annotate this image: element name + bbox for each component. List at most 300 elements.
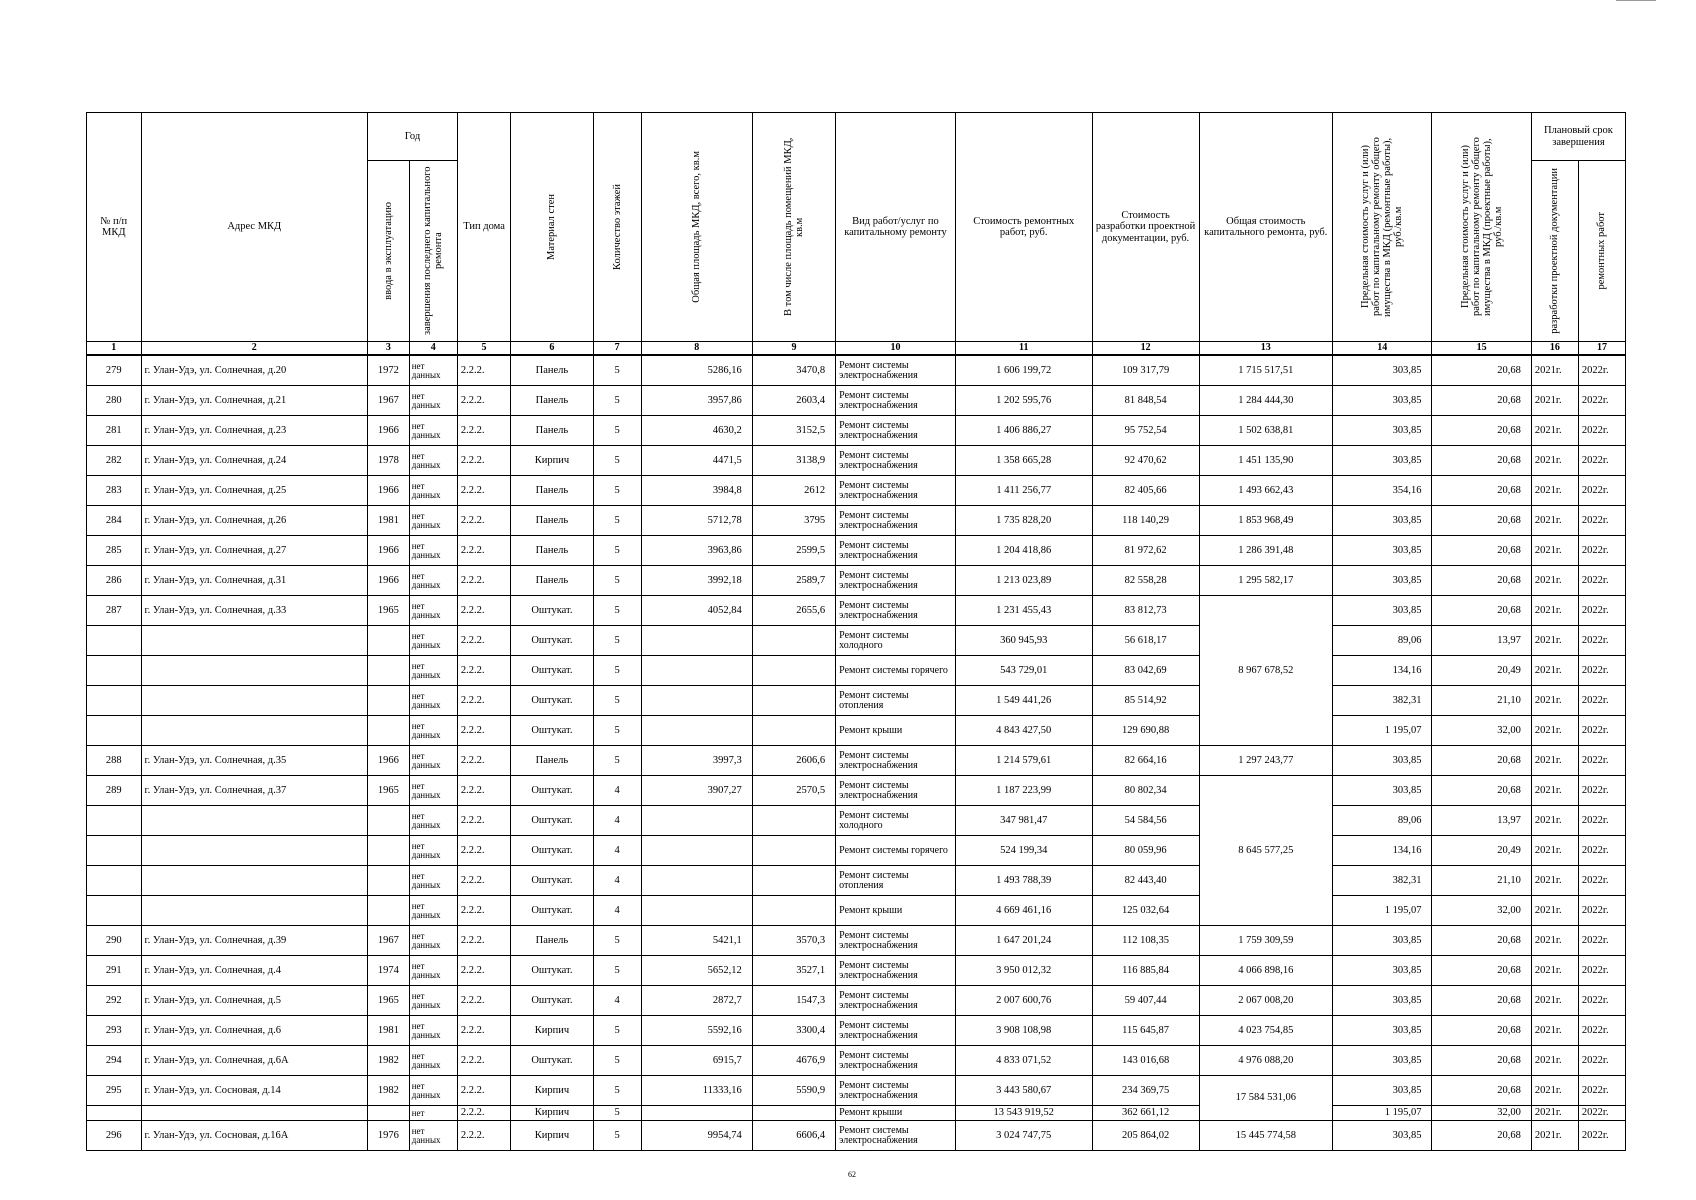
header-premises-area: В том числе площадь помещений МКД, кв.м <box>752 113 835 342</box>
row-deadline-repair: 2022г. <box>1578 746 1625 776</box>
row-total-cost: 1 297 243,77 <box>1199 746 1333 776</box>
row-total-area: 5421,1 <box>641 926 752 956</box>
row-number: 293 <box>87 1016 142 1046</box>
row-deadline-repair: 2022г. <box>1578 1106 1625 1121</box>
table-row <box>87 355 1626 386</box>
row-limit-design: 20,68 <box>1432 956 1531 986</box>
row-premises-area: 3138,9 <box>752 446 835 476</box>
row-house-type: 2.2.2. <box>457 506 510 536</box>
row-work-type: Ремонт системы электроснабжения <box>836 386 956 416</box>
row-deadline-repair: 2022г. <box>1578 956 1625 986</box>
row-number: 291 <box>87 956 142 986</box>
row-wall-material: Кирпич <box>511 1121 593 1151</box>
row-premises-area: 3152,5 <box>752 416 835 446</box>
row-year-commission: 1981 <box>368 1016 410 1046</box>
row-year-commission: 1965 <box>368 596 410 626</box>
row-repair-cost: 3 950 012,32 <box>955 956 1092 986</box>
row-work-type: Ремонт системы электроснабжения <box>836 986 956 1016</box>
row-limit-design: 20,68 <box>1432 386 1531 416</box>
row-house-type: 2.2.2. <box>457 686 510 716</box>
table-row <box>87 686 1626 716</box>
row-deadline-design: 2021г. <box>1531 686 1578 716</box>
column-number: 5 <box>457 342 510 356</box>
row-total-area <box>641 656 752 686</box>
row-limit-design: 20,68 <box>1432 1016 1531 1046</box>
column-number: 9 <box>752 342 835 356</box>
row-repair-cost: 1 411 256,77 <box>955 476 1092 506</box>
row-work-type: Ремонт системы электроснабжения <box>836 1076 956 1106</box>
row-premises-area <box>752 866 835 896</box>
row-house-type: 2.2.2. <box>457 1046 510 1076</box>
row-design-cost: 56 618,17 <box>1092 626 1199 656</box>
row-year-last-repair: нет данных <box>409 476 457 506</box>
row-total-area: 5652,12 <box>641 956 752 986</box>
row-total-cost: 8 967 678,52 <box>1199 596 1333 746</box>
row-repair-cost: 1 406 886,27 <box>955 416 1092 446</box>
row-year-last-repair: нет данных <box>409 956 457 986</box>
row-deadline-repair: 2022г. <box>1578 566 1625 596</box>
row-repair-cost: 1 214 579,61 <box>955 746 1092 776</box>
row-year-last-repair: нет данных <box>409 866 457 896</box>
row-total-area <box>641 716 752 746</box>
row-deadline-design: 2021г. <box>1531 386 1578 416</box>
row-deadline-design: 2021г. <box>1531 476 1578 506</box>
row-premises-area: 3470,8 <box>752 355 835 386</box>
row-house-type: 2.2.2. <box>457 566 510 596</box>
row-limit-repair: 303,85 <box>1333 566 1432 596</box>
row-deadline-repair: 2022г. <box>1578 776 1625 806</box>
row-year-commission: 1976 <box>368 1121 410 1151</box>
row-floors: 5 <box>593 596 641 626</box>
row-deadline-design: 2021г. <box>1531 986 1578 1016</box>
row-total-cost: 1 286 391,48 <box>1199 536 1333 566</box>
row-year-last-repair: нет данных <box>409 1121 457 1151</box>
row-work-type: Ремонт системы электроснабжения <box>836 1016 956 1046</box>
row-design-cost: 234 369,75 <box>1092 1076 1199 1106</box>
column-number: 12 <box>1092 342 1199 356</box>
row-limit-design: 20,68 <box>1432 596 1531 626</box>
row-house-type: 2.2.2. <box>457 626 510 656</box>
row-house-type: 2.2.2. <box>457 716 510 746</box>
row-house-type: 2.2.2. <box>457 1076 510 1106</box>
row-limit-repair: 89,06 <box>1333 806 1432 836</box>
row-total-area: 9954,74 <box>641 1121 752 1151</box>
row-limit-design: 20,68 <box>1432 355 1531 386</box>
row-limit-design: 20,68 <box>1432 506 1531 536</box>
row-address <box>141 656 368 686</box>
row-repair-cost: 1 549 441,26 <box>955 686 1092 716</box>
row-work-type: Ремонт системы электроснабжения <box>836 536 956 566</box>
row-address: г. Улан-Удэ, ул. Солнечная, д.23 <box>141 416 368 446</box>
row-wall-material: Кирпич <box>511 1076 593 1106</box>
row-deadline-design: 2021г. <box>1531 656 1578 686</box>
row-limit-repair: 354,16 <box>1333 476 1432 506</box>
row-limit-design: 20,68 <box>1432 416 1531 446</box>
row-number: 279 <box>87 355 142 386</box>
row-wall-material: Панель <box>511 506 593 536</box>
row-deadline-design: 2021г. <box>1531 746 1578 776</box>
row-deadline-repair: 2022г. <box>1578 896 1625 926</box>
column-number: 8 <box>641 342 752 356</box>
row-design-cost: 82 558,28 <box>1092 566 1199 596</box>
row-design-cost: 81 972,62 <box>1092 536 1199 566</box>
row-year-commission: 1978 <box>368 446 410 476</box>
row-repair-cost: 360 945,93 <box>955 626 1092 656</box>
row-work-type: Ремонт системы электроснабжения <box>836 355 956 386</box>
row-total-area <box>641 686 752 716</box>
row-limit-repair: 303,85 <box>1333 986 1432 1016</box>
row-year-last-repair: нет данных <box>409 386 457 416</box>
row-house-type: 2.2.2. <box>457 386 510 416</box>
row-year-commission: 1981 <box>368 506 410 536</box>
row-deadline-repair: 2022г. <box>1578 716 1625 746</box>
row-total-area: 4471,5 <box>641 446 752 476</box>
row-repair-cost: 3 443 580,67 <box>955 1076 1092 1106</box>
row-limit-design: 20,68 <box>1432 986 1531 1016</box>
row-total-area <box>641 626 752 656</box>
row-limit-repair: 1 195,07 <box>1333 896 1432 926</box>
row-deadline-design: 2021г. <box>1531 896 1578 926</box>
row-limit-design: 32,00 <box>1432 896 1531 926</box>
row-deadline-repair: 2022г. <box>1578 656 1625 686</box>
table-row <box>87 596 1626 626</box>
row-deadline-repair: 2022г. <box>1578 1076 1625 1106</box>
row-year-commission: 1965 <box>368 776 410 806</box>
row-number: 287 <box>87 596 142 626</box>
row-year-commission <box>368 716 410 746</box>
row-limit-design: 20,68 <box>1432 566 1531 596</box>
row-repair-cost: 1 231 455,43 <box>955 596 1092 626</box>
row-house-type: 2.2.2. <box>457 355 510 386</box>
row-deadline-repair: 2022г. <box>1578 506 1625 536</box>
row-design-cost: 82 405,66 <box>1092 476 1199 506</box>
row-house-type: 2.2.2. <box>457 1121 510 1151</box>
row-wall-material: Панель <box>511 386 593 416</box>
row-deadline-design: 2021г. <box>1531 355 1578 386</box>
row-year-last-repair: нет данных <box>409 926 457 956</box>
row-wall-material: Панель <box>511 926 593 956</box>
row-total-area: 5712,78 <box>641 506 752 536</box>
row-year-last-repair: нет данных <box>409 566 457 596</box>
row-limit-design: 20,68 <box>1432 926 1531 956</box>
row-repair-cost: 1 213 023,89 <box>955 566 1092 596</box>
row-house-type: 2.2.2. <box>457 776 510 806</box>
row-design-cost: 81 848,54 <box>1092 386 1199 416</box>
row-address <box>141 686 368 716</box>
row-floors: 4 <box>593 806 641 836</box>
row-year-last-repair: нет данных <box>409 806 457 836</box>
row-deadline-design: 2021г. <box>1531 446 1578 476</box>
row-repair-cost: 2 007 600,76 <box>955 986 1092 1016</box>
row-work-type: Ремонт крыши <box>836 896 956 926</box>
row-year-last-repair: нет данных <box>409 836 457 866</box>
row-number <box>87 686 142 716</box>
row-number: 286 <box>87 566 142 596</box>
row-wall-material: Панель <box>511 566 593 596</box>
row-wall-material: Оштукат. <box>511 806 593 836</box>
column-number: 16 <box>1531 342 1578 356</box>
row-limit-design: 32,00 <box>1432 716 1531 746</box>
row-total-area: 3963,86 <box>641 536 752 566</box>
row-total-cost: 4 023 754,85 <box>1199 1016 1333 1046</box>
row-premises-area: 3300,4 <box>752 1016 835 1046</box>
row-address: г. Улан-Удэ, ул. Солнечная, д.26 <box>141 506 368 536</box>
row-address <box>141 626 368 656</box>
row-floors: 5 <box>593 1046 641 1076</box>
row-wall-material: Оштукат. <box>511 956 593 986</box>
row-limit-repair: 303,85 <box>1333 506 1432 536</box>
row-address: г. Улан-Удэ, ул. Солнечная, д.27 <box>141 536 368 566</box>
row-repair-cost: 1 606 199,72 <box>955 355 1092 386</box>
row-work-type: Ремонт системы электроснабжения <box>836 566 956 596</box>
row-year-last-repair: нет данных <box>409 716 457 746</box>
row-wall-material: Панель <box>511 536 593 566</box>
column-number: 17 <box>1578 342 1625 356</box>
header-design-cost: Стоимость разработки проектной документации, руб. <box>1092 113 1199 342</box>
row-total-cost: 17 584 531,06 <box>1199 1076 1333 1121</box>
row-number <box>87 656 142 686</box>
row-total-cost: 8 645 577,25 <box>1199 776 1333 926</box>
row-total-cost: 15 445 774,58 <box>1199 1121 1333 1151</box>
table-row <box>87 476 1626 506</box>
row-floors: 5 <box>593 355 641 386</box>
row-design-cost: 80 802,34 <box>1092 776 1199 806</box>
row-wall-material: Панель <box>511 746 593 776</box>
row-limit-repair: 303,85 <box>1333 386 1432 416</box>
row-premises-area <box>752 836 835 866</box>
row-work-type: Ремонт системы электроснабжения <box>836 506 956 536</box>
row-repair-cost: 347 981,47 <box>955 806 1092 836</box>
row-house-type: 2.2.2. <box>457 536 510 566</box>
table-row <box>87 1076 1626 1106</box>
row-address <box>141 806 368 836</box>
row-limit-design: 20,68 <box>1432 1076 1531 1106</box>
row-repair-cost: 1 735 828,20 <box>955 506 1092 536</box>
row-work-type: Ремонт системы холодного <box>836 806 956 836</box>
row-limit-repair: 303,85 <box>1333 776 1432 806</box>
row-address <box>141 836 368 866</box>
row-limit-repair: 89,06 <box>1333 626 1432 656</box>
row-repair-cost: 1 187 223,99 <box>955 776 1092 806</box>
row-work-type: Ремонт системы горячего <box>836 656 956 686</box>
row-floors: 5 <box>593 416 641 446</box>
column-number: 13 <box>1199 342 1333 356</box>
row-wall-material: Панель <box>511 476 593 506</box>
table-row <box>87 806 1626 836</box>
row-year-commission <box>368 1106 410 1121</box>
row-floors: 5 <box>593 386 641 416</box>
row-year-commission: 1965 <box>368 986 410 1016</box>
row-wall-material: Кирпич <box>511 1106 593 1121</box>
row-year-commission: 1966 <box>368 566 410 596</box>
row-premises-area <box>752 1106 835 1121</box>
row-design-cost: 80 059,96 <box>1092 836 1199 866</box>
header-year-group: Год <box>368 113 458 161</box>
row-premises-area: 3527,1 <box>752 956 835 986</box>
row-premises-area: 6606,4 <box>752 1121 835 1151</box>
row-limit-design: 20,49 <box>1432 656 1531 686</box>
row-floors: 5 <box>593 656 641 686</box>
row-address: г. Улан-Удэ, ул. Сосновая, д.16А <box>141 1121 368 1151</box>
row-total-area: 5286,16 <box>641 355 752 386</box>
row-year-commission <box>368 896 410 926</box>
row-wall-material: Оштукат. <box>511 626 593 656</box>
header-deadline-group: Плановый срок завершения <box>1531 113 1625 161</box>
row-number: 292 <box>87 986 142 1016</box>
row-year-last-repair: нет данных <box>409 596 457 626</box>
row-limit-repair: 303,85 <box>1333 1076 1432 1106</box>
row-number: 283 <box>87 476 142 506</box>
row-design-cost: 115 645,87 <box>1092 1016 1199 1046</box>
table-row <box>87 776 1626 806</box>
table-row <box>87 506 1626 536</box>
row-total-cost: 1 715 517,51 <box>1199 355 1333 386</box>
row-wall-material: Оштукат. <box>511 836 593 866</box>
row-repair-cost: 1 202 595,76 <box>955 386 1092 416</box>
row-deadline-design: 2021г. <box>1531 776 1578 806</box>
column-number: 10 <box>836 342 956 356</box>
row-limit-repair: 382,31 <box>1333 686 1432 716</box>
table-row <box>87 926 1626 956</box>
row-premises-area: 2589,7 <box>752 566 835 596</box>
row-repair-cost: 1 647 201,24 <box>955 926 1092 956</box>
row-deadline-repair: 2022г. <box>1578 1016 1625 1046</box>
row-repair-cost: 4 833 071,52 <box>955 1046 1092 1076</box>
row-year-last-repair: нет данных <box>409 416 457 446</box>
row-house-type: 2.2.2. <box>457 926 510 956</box>
row-work-type: Ремонт крыши <box>836 1106 956 1121</box>
header-limit-repair: Предельная стоимость услуг и (или) работ по капитальному ремонту общего имущества в МКД (ремонтные работы), руб./кв.м <box>1333 113 1432 342</box>
row-limit-design: 20,68 <box>1432 1046 1531 1076</box>
row-year-commission <box>368 686 410 716</box>
row-deadline-design: 2021г. <box>1531 836 1578 866</box>
row-deadline-design: 2021г. <box>1531 716 1578 746</box>
row-limit-design: 20,68 <box>1432 446 1531 476</box>
row-number: 282 <box>87 446 142 476</box>
row-limit-repair: 1 195,07 <box>1333 716 1432 746</box>
row-premises-area: 2606,6 <box>752 746 835 776</box>
row-number: 284 <box>87 506 142 536</box>
row-design-cost: 109 317,79 <box>1092 355 1199 386</box>
row-repair-cost: 1 204 418,86 <box>955 536 1092 566</box>
row-work-type: Ремонт системы электроснабжения <box>836 1121 956 1151</box>
row-design-cost: 362 661,12 <box>1092 1106 1199 1121</box>
row-floors: 5 <box>593 1106 641 1121</box>
row-design-cost: 112 108,35 <box>1092 926 1199 956</box>
row-floors: 5 <box>593 716 641 746</box>
row-wall-material: Оштукат. <box>511 896 593 926</box>
row-limit-design: 20,68 <box>1432 776 1531 806</box>
row-wall-material: Оштукат. <box>511 716 593 746</box>
table-row <box>87 986 1626 1016</box>
row-year-last-repair: нет данных <box>409 986 457 1016</box>
row-work-type: Ремонт системы электроснабжения <box>836 596 956 626</box>
row-wall-material: Панель <box>511 355 593 386</box>
row-total-area: 11333,16 <box>641 1076 752 1106</box>
row-work-type: Ремонт системы холодного <box>836 626 956 656</box>
row-floors: 5 <box>593 1076 641 1106</box>
row-deadline-repair: 2022г. <box>1578 866 1625 896</box>
row-address: г. Улан-Удэ, ул. Солнечная, д.25 <box>141 476 368 506</box>
row-work-type: Ремонт системы электроснабжения <box>836 446 956 476</box>
row-house-type: 2.2.2. <box>457 806 510 836</box>
row-premises-area: 2603,4 <box>752 386 835 416</box>
row-total-area: 3997,3 <box>641 746 752 776</box>
row-repair-cost: 1 493 788,39 <box>955 866 1092 896</box>
table-row <box>87 656 1626 686</box>
row-wall-material: Оштукат. <box>511 596 593 626</box>
row-year-last-repair: нет данных <box>409 746 457 776</box>
row-address: г. Улан-Удэ, ул. Солнечная, д.6 <box>141 1016 368 1046</box>
row-year-commission <box>368 806 410 836</box>
row-year-last-repair: нет данных <box>409 536 457 566</box>
row-design-cost: 82 664,16 <box>1092 746 1199 776</box>
row-year-commission <box>368 836 410 866</box>
row-floors: 5 <box>593 746 641 776</box>
row-address: г. Улан-Удэ, ул. Солнечная, д.39 <box>141 926 368 956</box>
row-year-last-repair: нет данных <box>409 355 457 386</box>
table-row <box>87 896 1626 926</box>
row-repair-cost: 4 669 461,16 <box>955 896 1092 926</box>
table-row <box>87 446 1626 476</box>
row-year-last-repair: нет данных <box>409 896 457 926</box>
row-limit-design: 21,10 <box>1432 866 1531 896</box>
row-number <box>87 866 142 896</box>
row-address: г. Улан-Удэ, ул. Солнечная, д.5 <box>141 986 368 1016</box>
row-limit-repair: 303,85 <box>1333 956 1432 986</box>
row-work-type: Ремонт системы электроснабжения <box>836 746 956 776</box>
row-number: 280 <box>87 386 142 416</box>
row-limit-design: 20,68 <box>1432 476 1531 506</box>
column-number: 2 <box>141 342 368 356</box>
row-total-area <box>641 896 752 926</box>
row-number <box>87 1106 142 1121</box>
page-number: 62 <box>848 1170 856 1179</box>
row-limit-design: 13,97 <box>1432 806 1531 836</box>
row-premises-area <box>752 716 835 746</box>
row-floors: 5 <box>593 1121 641 1151</box>
row-house-type: 2.2.2. <box>457 1016 510 1046</box>
row-limit-repair: 303,85 <box>1333 355 1432 386</box>
header-work-type: Вид работ/услуг по капитальному ремонту <box>836 113 956 342</box>
row-address: г. Улан-Удэ, ул. Солнечная, д.4 <box>141 956 368 986</box>
row-deadline-repair: 2022г. <box>1578 476 1625 506</box>
row-design-cost: 205 864,02 <box>1092 1121 1199 1151</box>
row-deadline-repair: 2022г. <box>1578 416 1625 446</box>
row-year-commission: 1967 <box>368 926 410 956</box>
column-number: 4 <box>409 342 457 356</box>
row-house-type: 2.2.2. <box>457 596 510 626</box>
row-floors: 5 <box>593 926 641 956</box>
table-row <box>87 1046 1626 1076</box>
row-total-area: 6915,7 <box>641 1046 752 1076</box>
row-work-type: Ремонт системы электроснабжения <box>836 476 956 506</box>
table-row <box>87 416 1626 446</box>
row-repair-cost: 1 358 665,28 <box>955 446 1092 476</box>
row-address <box>141 1106 368 1121</box>
row-work-type: Ремонт системы электроснабжения <box>836 1046 956 1076</box>
table-row <box>87 1016 1626 1046</box>
row-total-cost: 1 493 662,43 <box>1199 476 1333 506</box>
row-total-cost: 1 284 444,30 <box>1199 386 1333 416</box>
table-body <box>87 355 1626 1151</box>
row-limit-repair: 303,85 <box>1333 416 1432 446</box>
row-number: 281 <box>87 416 142 446</box>
row-total-cost: 1 451 135,90 <box>1199 446 1333 476</box>
row-total-area: 2872,7 <box>641 986 752 1016</box>
row-work-type: Ремонт системы электроснабжения <box>836 416 956 446</box>
row-total-area: 3957,86 <box>641 386 752 416</box>
